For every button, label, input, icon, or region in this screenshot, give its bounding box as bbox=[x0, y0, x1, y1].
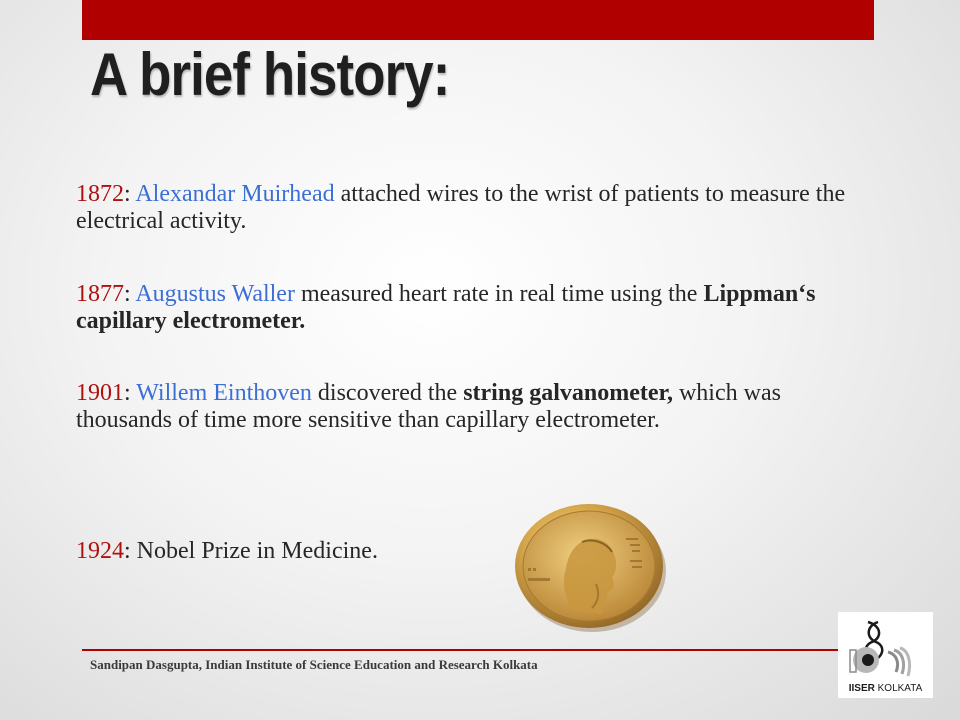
entry-year: 1877 bbox=[76, 281, 124, 307]
logo-caption bbox=[838, 683, 933, 694]
entry-bold-term: string galvanometer, bbox=[463, 380, 673, 406]
entry-person-name: Willem Einthoven bbox=[136, 380, 312, 406]
slide-title: A brief history: bbox=[90, 41, 450, 108]
entry-person-name: Alexandar Muirhead bbox=[135, 181, 335, 207]
entry-year: 1901 bbox=[76, 380, 124, 406]
history-entry-1877 bbox=[76, 281, 856, 335]
logo-caption-iiser: IISER bbox=[848, 683, 875, 694]
logo-caption-kolkata: KOLKATA bbox=[874, 683, 923, 694]
entry-year: 1872 bbox=[76, 181, 124, 207]
footer-author: Sandipan Dasgupta, Indian Institute of Science Education and Research Kolkata bbox=[90, 657, 538, 672]
entry-text: discovered the bbox=[311, 380, 464, 406]
entry-person-name: Augustus Waller bbox=[135, 281, 295, 307]
entry-text: attached wires to the wrist of patients to measure the electrical activity. bbox=[76, 181, 846, 234]
top-accent-bar bbox=[82, 0, 874, 40]
history-entry-1924 bbox=[76, 538, 856, 565]
iiser-kolkata-logo bbox=[838, 612, 933, 698]
history-entry-1872 bbox=[76, 181, 856, 235]
entry-year: 1924 bbox=[76, 538, 124, 564]
entry-bold-term: Lippman‘s capillary electrometer. bbox=[76, 281, 816, 334]
footer-divider bbox=[82, 649, 838, 651]
entry-separator: : bbox=[124, 281, 136, 307]
entry-separator: : bbox=[124, 380, 137, 406]
entry-text: measured heart rate in real time using the bbox=[294, 281, 704, 307]
entry-separator: : bbox=[124, 181, 136, 207]
history-entry-1901 bbox=[76, 380, 856, 434]
entry-text: Nobel Prize in Medicine. bbox=[136, 538, 378, 564]
nobel-medal-image bbox=[512, 498, 668, 634]
entry-separator: : bbox=[124, 538, 137, 564]
entry-text-continued: which was thousands of time more sensitive than capillary electrometer. bbox=[76, 380, 781, 433]
